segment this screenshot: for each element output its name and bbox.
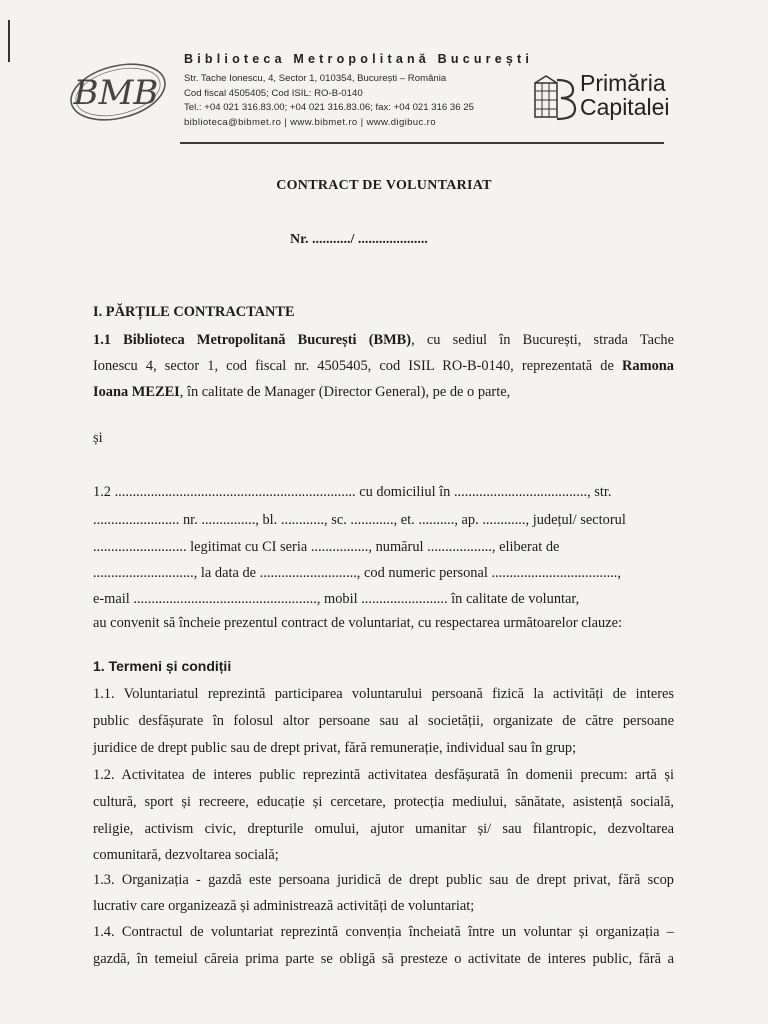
primaria-capitalei-icon [531, 74, 577, 122]
terms-line: juridice de drept public sau de drept privat, fără remunerație, individual sau în grup; [93, 740, 577, 756]
letterhead [184, 52, 533, 130]
document-title: CONTRACT DE VOLUNTARIAT [276, 178, 492, 193]
terms-line: 1.1. Voluntariatul reprezintă participarea voluntarului persoană fizică la activități de interes [93, 686, 674, 702]
party-2-line-1: 1.2 ................................................................... cu domiciliul în ....................................., str. [93, 484, 612, 500]
org-name: Biblioteca Metropolitană București [184, 52, 534, 66]
terms-line: public desfășurate în folosul altor persoane sau al societății, organizate de către persoane [93, 713, 674, 729]
terms-line: religie, activism civic, drepturile omului, ajutor umanitar și/ sau filantropic, dezvoltarea [93, 821, 674, 837]
section-heading-parties: I. PĂRȚILE CONTRACTANTE [93, 304, 295, 320]
party-2-line-4: ............................, la data de ..........................., cod numeric personal ..................................., [93, 565, 621, 581]
terms-line: gazdă, în temeiul căreia prima parte se obligă să presteze o activitate de interes public, fără a [93, 951, 674, 967]
party-1-line-2 [93, 358, 674, 375]
terms-line: 1.3. Organizația - gazdă este persoana juridică de drept public sau de drept privat, fără scop [93, 872, 674, 888]
party-1-line-3 [93, 384, 510, 401]
header-divider [180, 142, 664, 144]
party-1-details: Ionescu 4, sector 1, cod fiscal nr. 4505405, cod ISIL RO-B-0140, reprezentată de [93, 358, 614, 374]
margin-mark [8, 20, 10, 62]
bmb-logo [66, 62, 170, 126]
representative-first-name: Ramona [613, 358, 674, 374]
contract-number: Nr. .........../ .................... [290, 232, 428, 247]
org-address: Str. Tache Ionescu, 4, Sector 1, 010354, București – România [184, 73, 447, 84]
party-2-line-5: e-mail ..................................................., mobil ........................ în calitate de voluntar, [93, 591, 580, 607]
party-1-line-1 [93, 332, 674, 349]
party-2-line-6: au convenit să încheie prezentul contract de voluntariat, cu respectarea următoarelor clauze: [93, 615, 622, 631]
party-1-address-start: , cu sediul în București, strada Tache [411, 332, 674, 348]
org-contact: biblioteca@bibmet.ro | www.bibmet.ro | www.digibuc.ro [184, 116, 436, 128]
representative-role: , în calitate de Manager (Director General), pe de o parte, [179, 384, 511, 400]
org-fiscal-code: Cod fiscal 4505405; Cod ISIL: RO-B-0140 [184, 87, 363, 99]
terms-line: 1.4. Contractul de voluntariat reprezintă convenția încheiată între un voluntar și organizația – [93, 924, 674, 940]
party-2-line-3: .......................... legitimat cu CI seria ................, numărul .................., eliberat de [93, 539, 560, 555]
terms-line: lucrativ care organizează și administrează activități de voluntariat; [93, 898, 475, 914]
terms-line: cultură, sport și recreere, educație și cercetare, protecția mediului, sănătate, asistență socială, [93, 794, 674, 810]
and-conjunction: și [93, 430, 103, 446]
primaria-capitalei-logo [580, 71, 670, 119]
org-phone: Tel.: +04 021 316.83.00; +04 021 316.83.06; fax: +04 021 316 36 25 [184, 102, 474, 114]
terms-line: 1.2. Activitatea de interes public reprezintă activitatea desfășurată în domenii precum: artă și [93, 767, 674, 783]
terms-line: comunitară, dezvoltarea socială; [93, 847, 279, 863]
svg-text:BMB: BMB [73, 73, 159, 113]
party-2-line-2: ........................ nr. ..............., bl. ............, sc. ............, et. .........., ap. ............, județul/ sectorul [93, 512, 626, 528]
party-1-name: 1.1 Biblioteca Metropolitană București (BMB) [93, 332, 412, 348]
partner-line-1: Primăria [580, 70, 666, 96]
partner-line-2: Capitalei [580, 94, 670, 120]
representative-name: Ioana MEZEI [93, 384, 180, 400]
section-heading-terms: 1. Termeni și condiții [93, 658, 232, 674]
